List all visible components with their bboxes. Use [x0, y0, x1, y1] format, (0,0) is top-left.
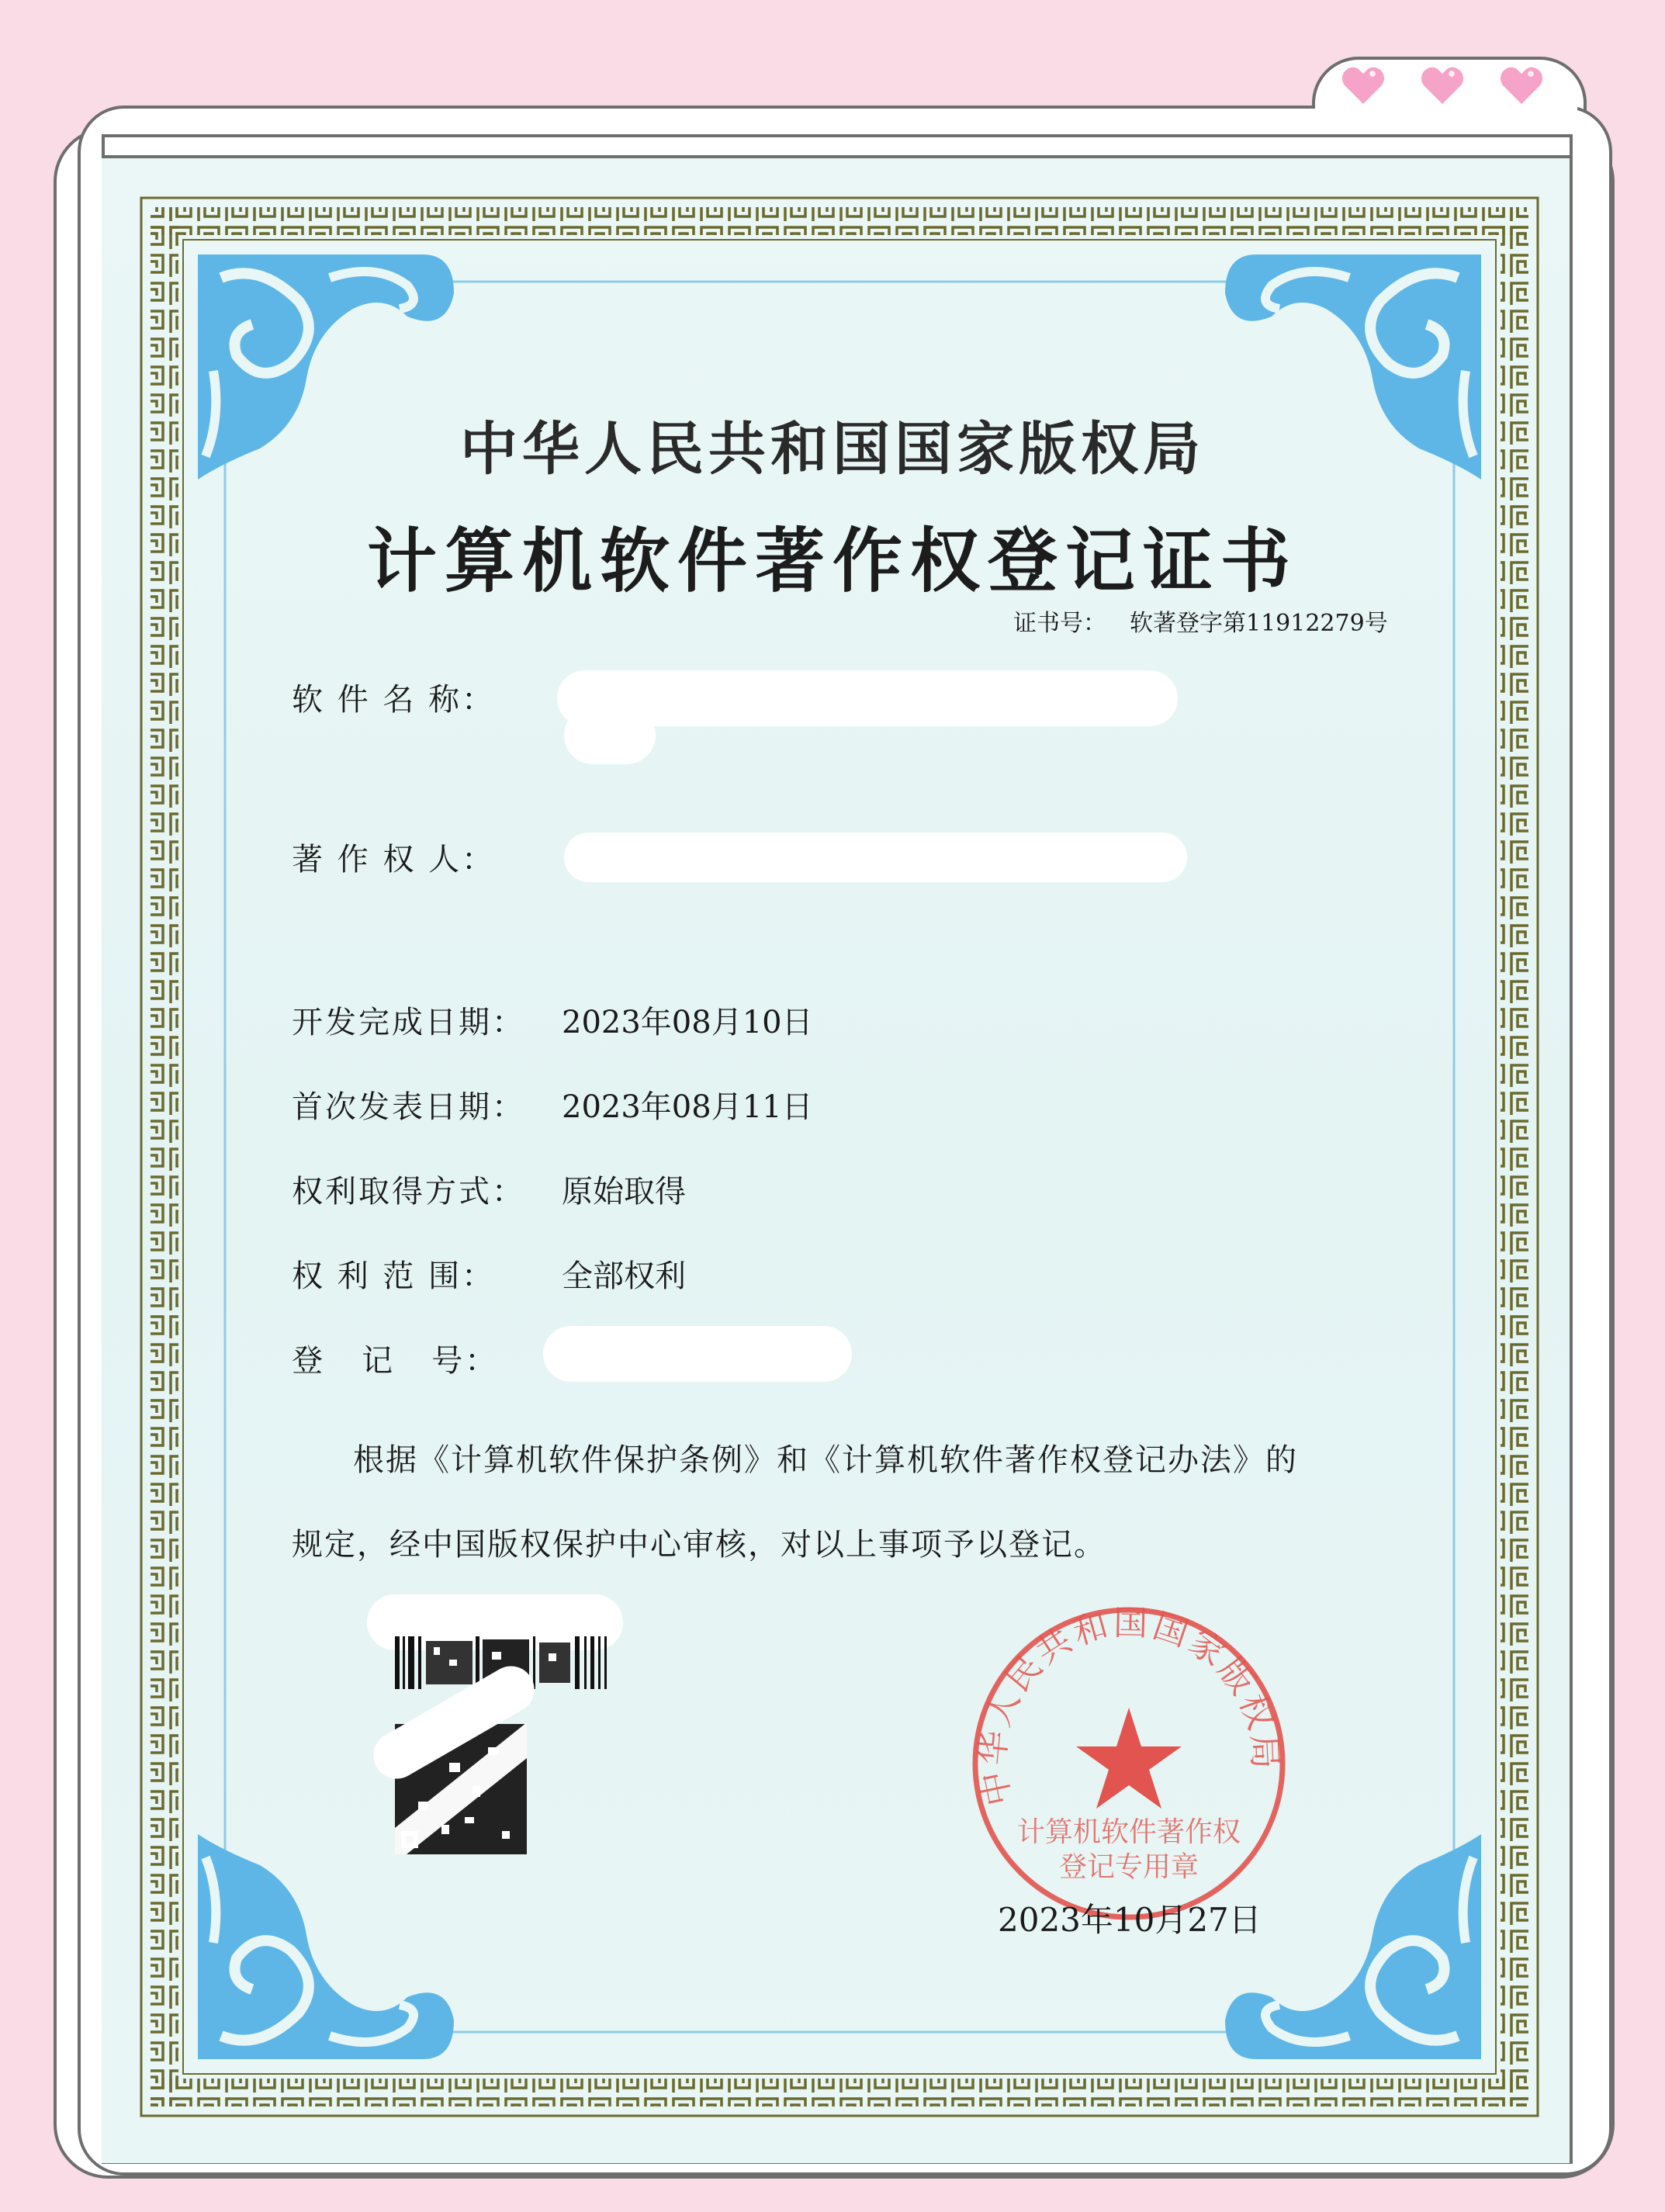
- certificate-number: [1013, 604, 1411, 638]
- field-value-publication-date: 2023年08月11日: [562, 1089, 813, 1125]
- issue-date: 2023年10月27日: [998, 1901, 1262, 1939]
- statement-line-1: 根据《计算机软件保护条例》和《计算机软件著作权登记办法》的: [353, 1442, 1298, 1478]
- cert-no-value: 软著登字第11912279号: [1130, 610, 1388, 637]
- field-value-acquisition-method: 原始取得: [562, 1174, 686, 1210]
- certificate-title: 计算机软件著作权登记证书: [367, 520, 1298, 602]
- redaction-copyright-owner: [564, 833, 1187, 882]
- field-label-acquisition-method: 权利取得方式：: [292, 1174, 525, 1210]
- star-icon: [1076, 1708, 1182, 1809]
- seal-inner-line-2: 登记专用章: [1058, 1851, 1199, 1883]
- official-seal: [966, 1601, 1292, 1926]
- field-label-software-name: 软 件 名 称：: [292, 682, 496, 718]
- cert-no-label: 证书号：: [1013, 610, 1106, 637]
- field-label-completion-date: 开发完成日期：: [292, 1005, 525, 1040]
- field-label-rights-scope: 权 利 范 围：: [292, 1258, 496, 1294]
- corner-ornament-bl: [198, 1834, 454, 2059]
- field-label-registration-no: 登 记 号：: [292, 1343, 499, 1379]
- issuing-authority-title: 中华人民共和国国家版权局: [460, 416, 1205, 483]
- seal-inner-line-1: 计算机软件著作权: [1016, 1816, 1241, 1848]
- heart-icon: [1340, 64, 1386, 107]
- field-value-rights-scope: 全部权利: [562, 1258, 686, 1294]
- heart-icon: [1419, 64, 1466, 107]
- heart-icon: [1498, 64, 1545, 107]
- field-value-completion-date: 2023年08月10日: [562, 1005, 813, 1040]
- seal-ring-text: 中华人民共和国国家版权局: [972, 1603, 1285, 1809]
- statement-line-2: 规定，经中国版权保护中心审核，对以上事项予以登记。: [292, 1527, 1106, 1563]
- field-label-publication-date: 首次发表日期：: [292, 1089, 525, 1125]
- redaction-registration-no: [543, 1326, 852, 1382]
- redaction-software-name-2: [564, 706, 656, 764]
- field-label-copyright-owner: 著 作 权 人：: [292, 842, 496, 878]
